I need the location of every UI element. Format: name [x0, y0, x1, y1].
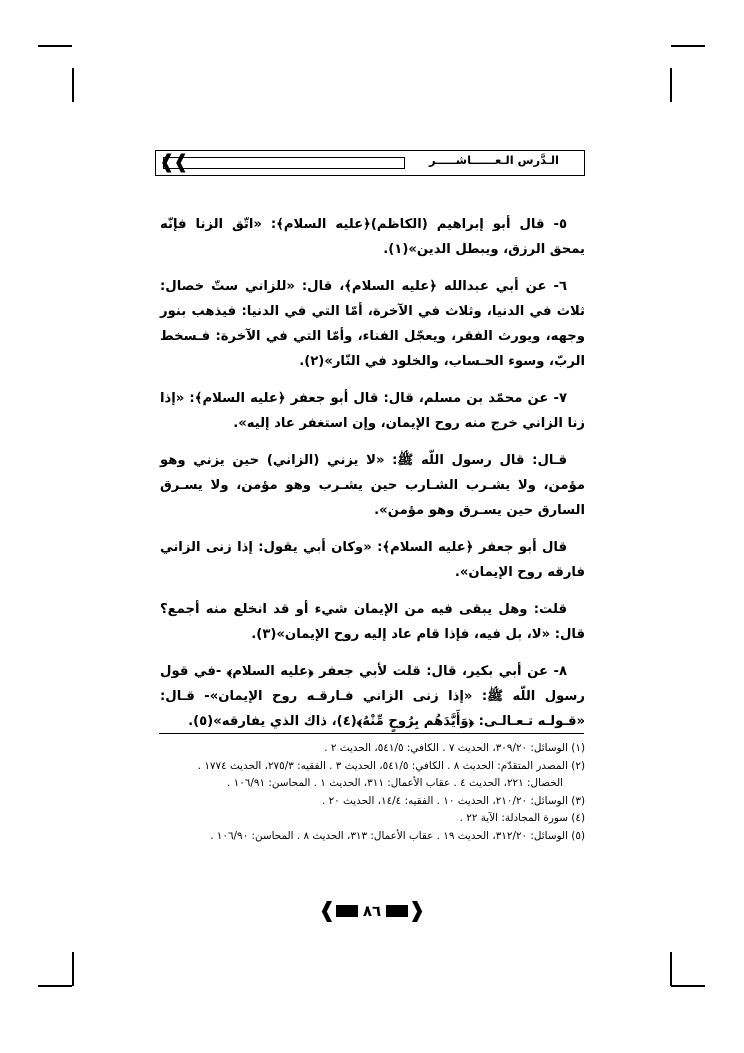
paragraph-hadith-7: ٧- عن محمّد بن مسلم، قال: قال أبو جعفر ﴿عليه السلام﴾: «إذا زنا الزاني خرج منه روح الإيمان، وإن استغفر عاد إليه». — [160, 391, 585, 431]
paragraph-hadith-7-continuation-1: قـال: قال رسول اللّه ﷺ: «لا يزني (الزاني) حين يزني وهو مؤمن، ولا يشـرب الشـارب حين يشـرب وهو مؤمن، ولا يسـرق السارق حين يسـرق وهو مؤمن». — [160, 453, 585, 518]
chevron-right-icon: ❱ — [318, 898, 336, 922]
page-header — [155, 150, 585, 176]
chevron-right-outer-icon: ❱ — [159, 151, 175, 173]
paragraph-hadith-6: ٦- عن أبي عبدالله ﴿عليه السلام﴾، قال: «للزاني ستّ خصال: ثلاث في الدنيا، وثلاث في الآخرة، أمّا التي في الدنيا: فيذهب بنور وجهه، ويورث الفقر، ويعجّل الفناء، وأمّا التي في الآخرة: فـسخط الربّ، وسوء الحـساب، والخلود في النّار»(٢). — [160, 279, 585, 369]
paragraph-hadith-7-continuation-2: قال أبو جعفر ﴿عليه السلام﴾: «وكان أبي يقول: إذا زنى الزاني فارقه روح الإيمان». — [160, 540, 585, 580]
crop-mark-bottom-left-horizontal — [38, 985, 72, 987]
chevron-right-inner-icon: ❱ — [173, 151, 189, 173]
paragraph-hadith-7-continuation-3: قلت: وهل يبقى فيه من الإيمان شيء أو قد انخلع منه أجمع؟ قال: «لا، بل فيه، فإذا قام عاد إليه روح الإيمان»(٣). — [160, 602, 585, 642]
footnote-marker: (٣) — [571, 794, 585, 807]
footnote-text: المصدر المتقدّم: الحديث ٨ . الكافي: ٥٤١/٥، الحديث ٣ . الفقيه: ٢٧٥/٣، الحديث ١٧٧٤ . — [197, 759, 568, 772]
footnote-marker: (٤) — [571, 812, 585, 824]
crop-mark-top-right-vertical — [670, 68, 672, 102]
footnote-text: الوسائل: ٣٠٩/٢٠، الحديث ٧ . الكافي: ٥٤١/٥، الحديث ٢ . — [324, 742, 568, 754]
page-body — [160, 212, 585, 734]
crop-mark-bottom-right-vertical — [670, 952, 672, 986]
paragraph-hadith-5: ٥- قال أبو إبراهيم (الكاظم)﴿عليه السلام﴾: «اتّق الزنا فإنّه يمحق الرزق، ويبطل الدين»(١). — [160, 217, 585, 257]
page-number-right-bar — [336, 905, 358, 917]
footnote-item — [160, 810, 585, 828]
footnote-marker: (١) — [571, 742, 585, 754]
paragraph-hadith-8: ٨- عن أبي بكير، قال: قلت لأبي جعفر ﴿عليه السلام﴾ -في قول رسول اللّه ﷺ: «إذا زنى الزاني فـارقـه روح الإيمان»- قـال: «قـولـه تـعـالـى: ﴿وَأَيَّدَهُم بِرُوحٍ مِّنْهُ﴾(٤)، ذاك الذي يفارقه»(٥). — [160, 664, 585, 729]
footnote-text-continued: الخصال: ٢٢١، الحديث ٤ . عقاب الأعمال: ٣١١، الحديث ١ . المحاسن: ١٠٦/٩١ . — [227, 777, 563, 789]
footnote-list — [160, 740, 585, 845]
page-number-left-bar — [386, 905, 408, 917]
crop-mark-top-right-horizontal — [671, 45, 705, 47]
footnote-item — [160, 758, 585, 793]
chevron-left-icon: ❰ — [408, 898, 426, 922]
crop-mark-top-left-vertical — [72, 68, 74, 102]
page-number: ٨٦ — [362, 901, 382, 920]
crop-mark-top-left-horizontal — [38, 45, 72, 47]
footnote-text: الوسائل: ٢١٠/٢٠، الحديث ١٠ . الفقيه: ١٤/٤، الحديث ٢٠ . — [321, 794, 568, 807]
crop-mark-bottom-left-vertical — [72, 952, 74, 986]
footnote-item — [160, 740, 585, 758]
footnote-item — [160, 828, 585, 846]
footnote-marker: (٢) — [571, 759, 585, 772]
footnote-marker: (٥) — [571, 829, 585, 842]
header-title: الـدَّرس الـعــــــاشـــــر — [428, 153, 559, 167]
footnote-text: سورة المجادلة: الآية ٢٢ . — [459, 812, 568, 824]
header-inner-rule — [163, 157, 405, 169]
crop-mark-bottom-right-horizontal — [671, 985, 705, 987]
footnote-text: الوسائل: ٣١٢/٢٠، الحديث ١٩ . عقاب الأعمال: ٣١٣، الحديث ٨ . المحاسن: ١٠٦/٩٠ . — [210, 829, 568, 842]
footnote-item — [160, 793, 585, 811]
page-number-block — [0, 900, 744, 921]
footnote-separator — [159, 733, 584, 734]
